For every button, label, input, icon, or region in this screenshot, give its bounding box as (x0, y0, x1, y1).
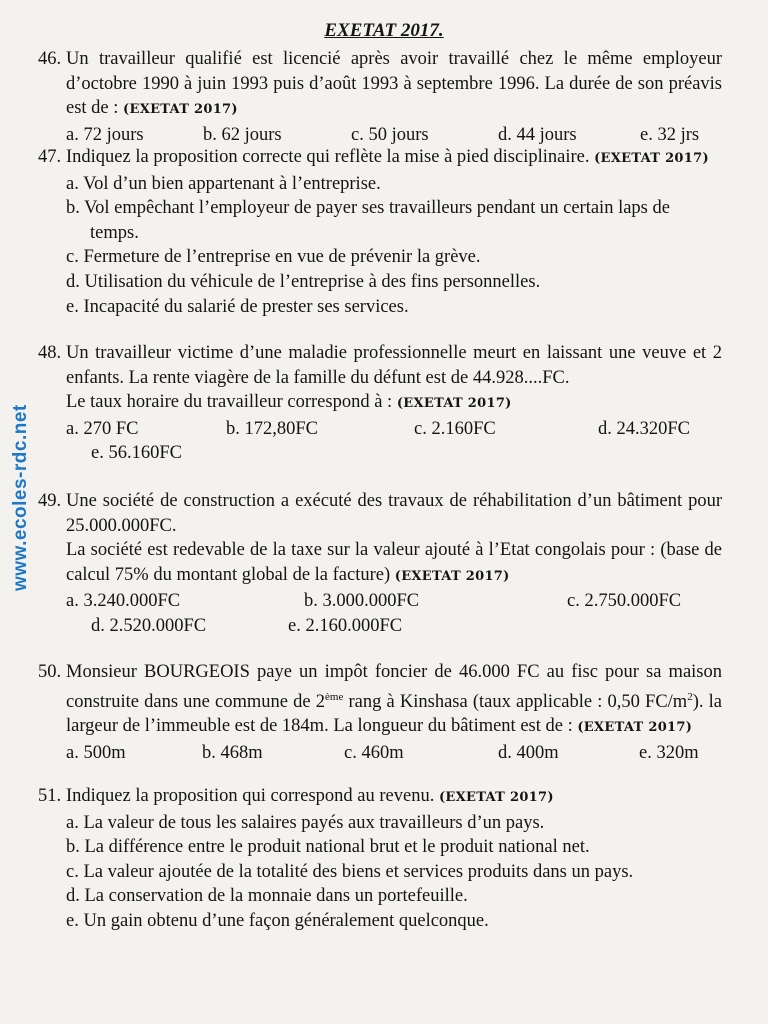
question-text: Un travailleur victime d’une maladie professionnelle meurt en laissant une veuve et 2 enfants. La rente viagère de la famille du défunt est de 44.928....FC. (66, 343, 722, 388)
option-b: b. 172,80FC (226, 418, 319, 439)
option-b: b. 3.000.000FC (304, 591, 420, 612)
options-row (66, 441, 722, 466)
option-b: b. 62 jours (203, 124, 282, 145)
option-d: d. La conservation de la monnaie dans un portefeuille. (66, 886, 468, 907)
option-d: d. 2.520.000FC (91, 615, 207, 636)
watermark-url: www.ecoles-rdc.net (10, 404, 31, 591)
question-subtext: Le taux horaire du travailleur correspond à : (EXETAT 2017) (66, 392, 512, 413)
question-number: 50. (38, 662, 62, 682)
option-a: a. 500m (66, 742, 126, 763)
options-row (66, 417, 722, 442)
option-e: e. Incapacité du salarié de prester ses services. (66, 296, 409, 317)
option-c: c. 2.160FC (414, 418, 496, 439)
exam-tag: (EXETAT 2017) (438, 790, 554, 805)
exam-tag: (EXETAT 2017) (594, 151, 709, 166)
question-number: 47. (38, 147, 62, 167)
question-46 (38, 47, 722, 147)
option-c: c. Fermeture de l’entreprise en vue de prévenir la grève. (66, 247, 481, 268)
options-row (66, 741, 722, 766)
question-subtext: La société est redevable de la taxe sur la valeur ajouté à l’Etat congolais pour : (base de calcul 75% du montant global de la facture) (EXETAT 2017) (66, 540, 722, 585)
question-48 (38, 341, 722, 466)
option-d: d. 44 jours (498, 124, 577, 145)
question-number: 46. (38, 49, 62, 69)
question-text: Une société de construction a exécuté des travaux de réhabilitation d’un bâtiment pour 25.000.000FC. (66, 491, 722, 536)
option-e: e. 56.160FC (91, 443, 182, 464)
question-number: 49. (38, 491, 62, 511)
option-d: d. 24.320FC (598, 418, 691, 439)
options-row (66, 123, 722, 148)
question-50 (38, 660, 722, 766)
question-49 (38, 489, 722, 639)
option-a: a. 72 jours (66, 124, 144, 145)
exam-tag: (EXETAT 2017) (394, 568, 510, 584)
option-d: d. Utilisation du véhicule de l’entreprise à des fins personnelles. (66, 271, 541, 292)
question-51 (38, 784, 722, 934)
option-c: c. 460m (344, 742, 404, 763)
question-number: 48. (38, 343, 62, 363)
option-e: e. 2.160.000FC (288, 615, 403, 636)
option-a: a. 3.240.000FC (66, 591, 181, 612)
option-e: e. 32 jrs (640, 124, 700, 145)
question-number: 51. (38, 786, 62, 806)
exam-tag: (EXETAT 2017) (396, 396, 512, 412)
option-e: e. 320m (639, 742, 699, 763)
option-e: e. Un gain obtenu d’une façon généralement quelconque. (66, 910, 489, 931)
options-row (66, 589, 722, 614)
question-47 (38, 145, 722, 319)
question-text: Un travailleur qualifié est licencié après avoir travaillé chez le même employeur d’octobre 1990 à juin 1993 puis d’août 1993 à septembre 1996. La durée de son préavis est de : (EXETAT 2017) (66, 49, 722, 119)
option-a: a. 270 FC (66, 418, 139, 439)
question-text: Indiquez la proposition qui correspond au revenu. (EXETAT 2017) (66, 786, 554, 806)
option-b: b. 468m (202, 742, 263, 763)
options-row (66, 614, 722, 639)
option-d: d. 400m (498, 742, 559, 763)
question-text: Monsieur BOURGEOIS paye un impôt foncier de 46.000 FC au fisc pour sa maison construite dans une commune de 2ème rang à Kinshasa (taux applicable : 0,50 $FC/m^2$). la largeur de l’immeuble est de 184m. La longueur du bâtiment est de : (EXETAT 2017) (66, 662, 722, 737)
option-c: c. La valeur ajoutée de la totalité des biens et services produits dans un pays. (66, 861, 634, 882)
option-c: c. 50 jours (351, 124, 429, 145)
exam-tag: (EXETAT 2017) (123, 102, 238, 118)
option-b: b. Vol empêchant l’employeur de payer ses travailleurs pendant un certain laps de temps. (66, 198, 670, 243)
exam-tag: (EXETAT 2017) (577, 720, 693, 736)
option-c: c. 2.750.000FC (567, 591, 682, 612)
option-a: a. Vol d’un bien appartenant à l’entreprise. (66, 173, 381, 194)
page-title: EXETAT 2017. (324, 20, 444, 41)
option-a: a. La valeur de tous les salaires payés aux travailleurs d’un pays. (66, 812, 545, 833)
question-text: Indiquez la proposition correcte qui reflète la mise à pied disciplinaire. (EXETAT 2017) (66, 147, 709, 167)
option-b: b. La différence entre le produit national brut et le produit national net. (66, 837, 590, 858)
